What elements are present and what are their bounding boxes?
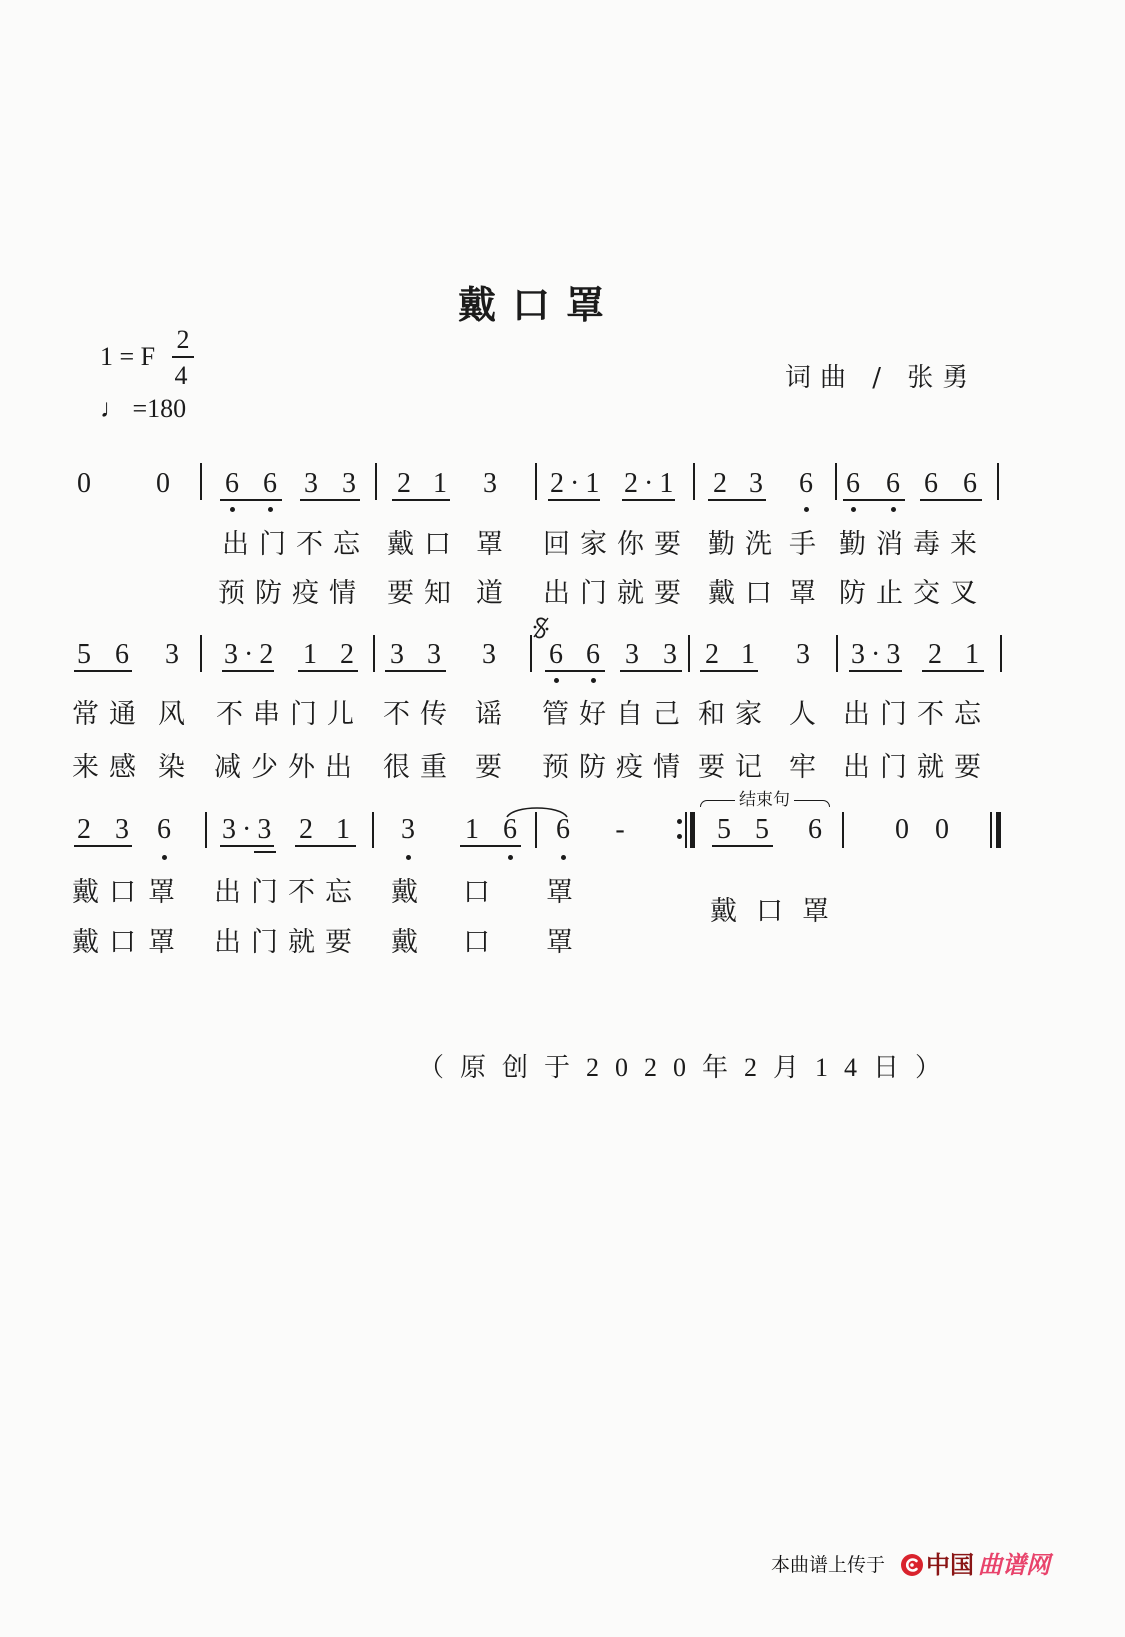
beam-line [300,499,360,501]
note: 3 [427,639,441,670]
lyric-verse1: 勤消毒来 [839,529,987,560]
ending-lyric: 戴口罩 [710,896,848,927]
lyric-verse1: 管好自己 [542,699,690,730]
barline [693,463,695,500]
repeat-dot [677,819,682,824]
low-octave-dot [554,678,559,683]
note: 1 [303,639,317,670]
note: 3 [482,639,496,670]
tempo-marking: ♩ =180 [100,394,187,423]
note: 6 [503,814,517,845]
lyric-verse2: 口 [463,927,500,958]
time-signature-fraction-line [172,356,194,358]
lyric-verse1: 不串门儿 [216,699,364,730]
barline [205,812,207,848]
lyric-verse2: 出门就要 [214,927,362,958]
beam-line [220,845,274,847]
note: 2 [713,468,727,499]
lyric-verse2: 罩 [546,927,583,958]
barline [530,635,532,672]
note: 6 [115,639,129,670]
barline [535,463,537,500]
lyric-verse1: 戴口 [72,877,146,908]
lyric-verse2: 罩 [148,927,185,958]
lyric-verse2: 染 [158,752,195,783]
note: 0 [156,468,170,499]
note: 6 [886,468,900,499]
lyric-verse1: 出门不忘 [843,699,991,730]
lyric-verse2: 预防疫情 [542,752,690,783]
lyric-verse2: 戴口 [708,578,782,609]
note: 3·3 [851,639,907,670]
beam-line [298,670,358,672]
note: 0 [935,814,949,845]
note: 5 [755,814,769,845]
beam-line [700,670,758,672]
note: 3 [342,468,356,499]
segno-icon [532,616,550,640]
lyric-verse2: 戴 [391,927,428,958]
note: 2 [397,468,411,499]
lyric-verse1: 罩 [148,877,185,908]
lyric-verse1: 不传 [383,699,457,730]
lyric-verse1: 戴 [391,877,428,908]
beam-line [849,670,902,672]
note: 3·3 [222,814,278,845]
lyric-verse2: 罩 [789,578,826,609]
song-title: 戴口罩 [458,282,621,327]
lyric-verse1: 戴口 [387,529,461,560]
note: 3 [483,468,497,499]
note: 6 [963,468,977,499]
lyric-verse1: 罩 [546,877,583,908]
beam-line [620,670,682,672]
low-octave-dot [891,507,896,512]
note: 6 [846,468,860,499]
beam-line [74,845,132,847]
beam-line [712,845,773,847]
note: 3 [796,639,810,670]
lyric-verse1: 勤洗 [708,529,782,560]
beam-line [843,499,905,501]
barline [842,812,844,848]
lyric-verse2: 要知 [387,578,461,609]
barline [372,812,374,848]
beam-line [222,670,274,672]
lyric-verse2: 减少外出 [214,752,362,783]
note: 3 [625,639,639,670]
lyric-verse2: 要记 [698,752,772,783]
repeat-barline-thick [690,812,695,848]
barline [997,463,999,500]
note: 6 [924,468,938,499]
site-logo-icon [900,1553,924,1577]
note: 6 [799,468,813,499]
beam-line [922,670,984,672]
lyric-verse2: 戴口 [72,927,146,958]
low-octave-dot [591,678,596,683]
lyric-verse2: 防止交叉 [839,578,987,609]
note: 1 [336,814,350,845]
lyric-verse2: 出门就要 [843,752,991,783]
lyric-verse2: 出门就要 [543,578,691,609]
beam-line [460,845,521,847]
note: 0 [77,468,91,499]
low-octave-dot [804,507,809,512]
lyric-verse1: 手 [789,529,826,560]
lyric-verse2: 预防疫情 [218,578,366,609]
watermark-site-main[interactable]: 中国 [926,1551,974,1579]
repeat-dot [677,834,682,839]
note: 1 [433,468,447,499]
barline [375,463,377,500]
lyric-verse1: 口 [463,877,500,908]
beam-line [920,499,982,501]
note: 2 [340,639,354,670]
note: 3 [749,468,763,499]
barline [836,635,838,672]
lyric-verse2: 要 [475,752,512,783]
barline [1000,635,1002,672]
beam-line [548,499,600,501]
beam-line [622,499,675,501]
lyric-verse1: 人 [789,699,826,730]
beam-line [74,670,132,672]
lyric-verse1: 回家你要 [543,529,691,560]
note: 2 [705,639,719,670]
note: 2 [928,639,942,670]
beam-line [545,670,605,672]
lyric-verse1: 出门不忘 [214,877,362,908]
low-octave-dot [561,855,566,860]
beam-line [220,499,282,501]
creation-date-note: （原创于2020年2月14日） [418,1053,958,1082]
barline [200,463,202,500]
note: 3 [115,814,129,845]
barline [535,812,537,848]
lyric-verse1: 出门不忘 [222,529,370,560]
note: 6 [225,468,239,499]
key-signature: 1 = F [100,342,156,371]
lyric-verse1: 风 [158,699,195,730]
low-octave-dot [230,507,235,512]
note: 6 [549,639,563,670]
lyric-verse2: 来感 [72,752,146,783]
note: 6 [556,814,570,845]
note: - [615,814,625,845]
time-signature-numerator: 2 [176,325,190,354]
note: 3 [401,814,415,845]
low-octave-dot [851,507,856,512]
note: 1 [965,639,979,670]
lyric-verse1: 罩 [476,529,513,560]
note: 6 [808,814,822,845]
lyric-verse1: 常通 [72,699,146,730]
note: 2·1 [624,468,680,499]
low-octave-dot [162,855,167,860]
watermark-prefix: 本曲谱上传于 [771,1554,886,1576]
beam-line [254,851,276,853]
lyric-verse1: 和家 [698,699,772,730]
note: 1 [465,814,479,845]
low-octave-dot [406,855,411,860]
note: 6 [263,468,277,499]
barline [200,635,202,672]
lyric-verse1: 谣 [475,699,512,730]
note: 1 [741,639,755,670]
note: 5 [717,814,731,845]
note: 3 [390,639,404,670]
time-signature-denominator: 4 [174,361,188,390]
note: 2·1 [550,468,606,499]
ending-label: 结束句 [735,790,794,810]
note: 6 [157,814,171,845]
composer-credits: 词曲 / 张勇 [785,363,978,393]
beam-line [295,845,356,847]
note: 2 [299,814,313,845]
lyric-verse2: 牢 [789,752,826,783]
barline [373,635,375,672]
note: 0 [895,814,909,845]
low-octave-dot [508,855,513,860]
lyric-verse2: 道 [476,578,513,609]
note: 3 [663,639,677,670]
final-barline-thick [996,812,1001,848]
repeat-barline-thin [685,812,687,848]
lyric-verse2: 很重 [383,752,457,783]
beam-line [392,499,450,501]
note: 3·2 [224,639,280,670]
note: 3 [165,639,179,670]
low-octave-dot [268,507,273,512]
final-barline-thin [990,812,992,848]
note: 3 [304,468,318,499]
barline [688,635,690,672]
beam-line [385,670,446,672]
beam-line [708,499,766,501]
note: 6 [586,639,600,670]
note: 2 [77,814,91,845]
watermark-site-sub[interactable]: 曲谱网 [978,1551,1050,1579]
note: 5 [77,639,91,670]
